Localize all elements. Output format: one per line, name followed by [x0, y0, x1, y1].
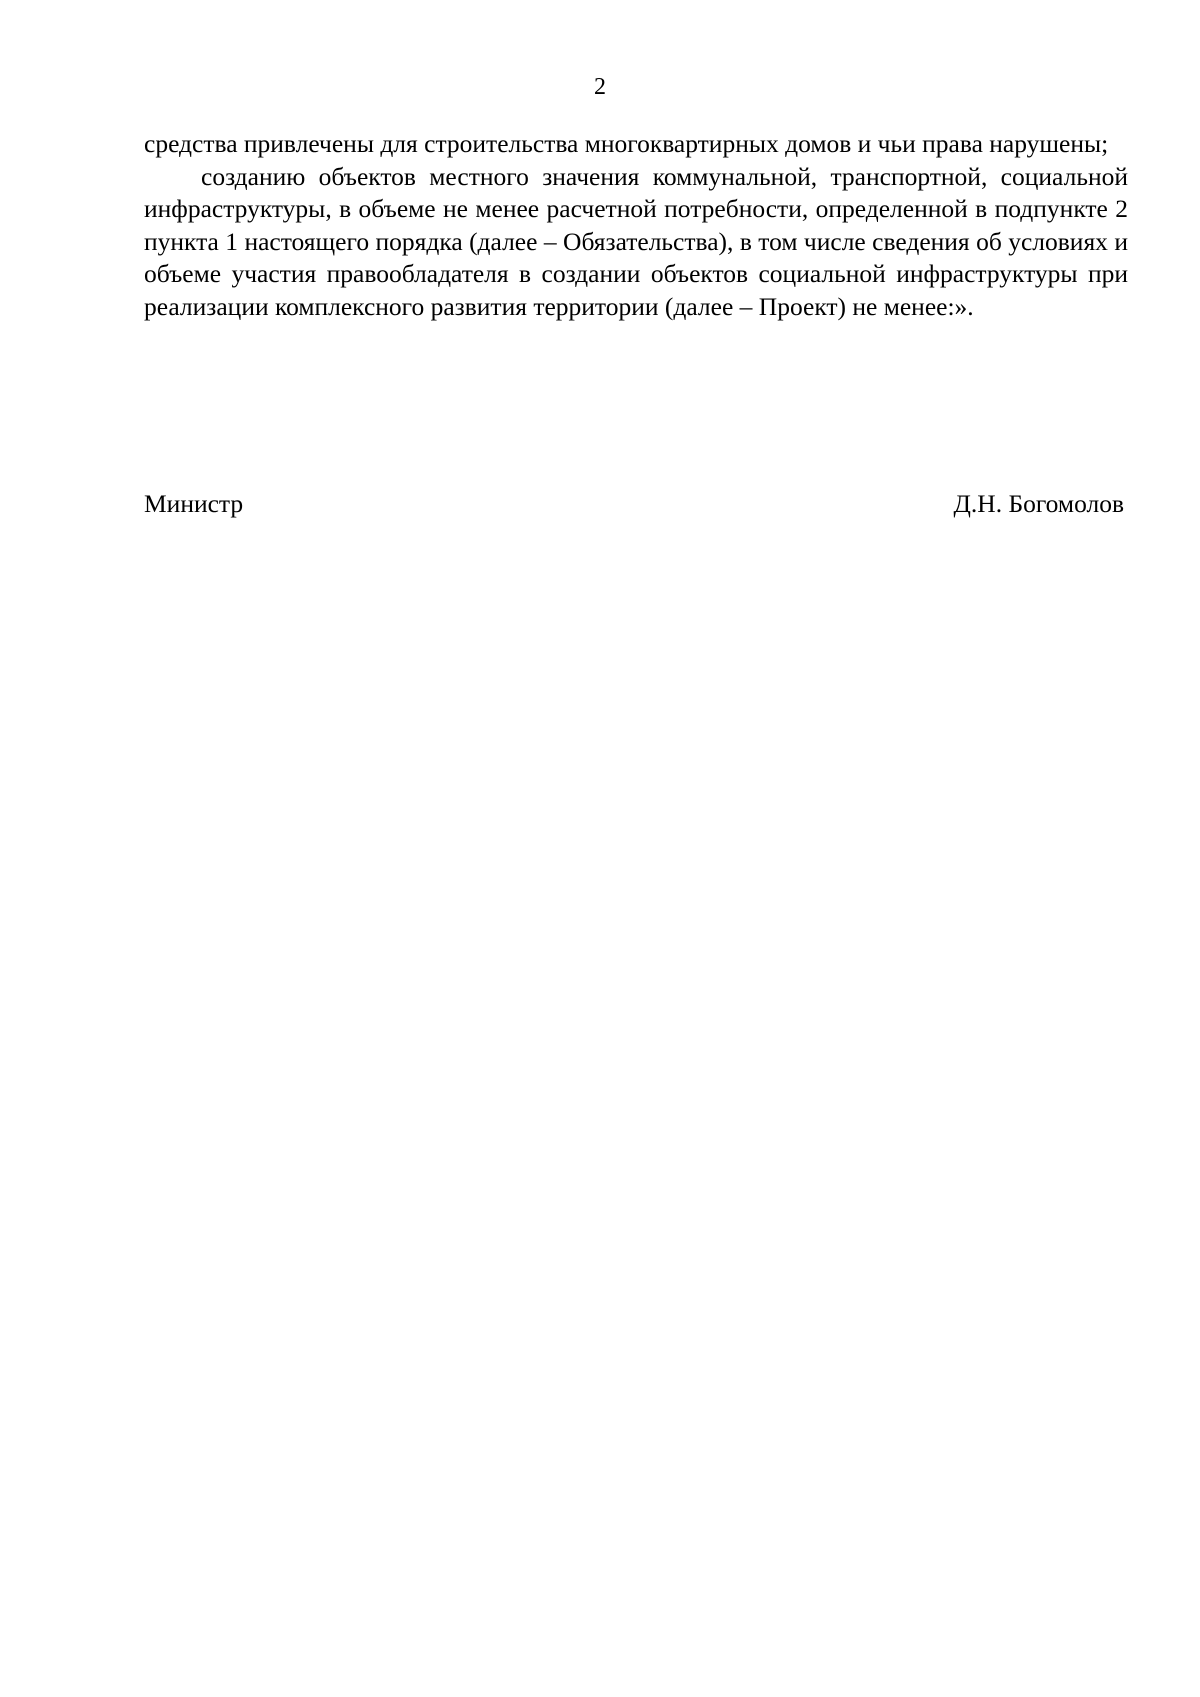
paragraph-continuation: средства привлечены для строительства многоквартирных домов и чьи права нарушены; [144, 129, 1109, 158]
document-body [144, 128, 1128, 323]
paragraph-infrastructure: созданию объектов местного значения коммунальной, транспортной, социальной инфраструктуры, в объеме не менее расчетной потребности, определенной в подпункте 2 пункта 1 настоящего порядка (далее – Обязательства), в том числе сведения об условиях и объеме участия правообладателя в создании объектов социальной инфраструктуры при реализации комплексного развития территории (далее – Проект) не менее:». [144, 161, 1128, 321]
page-number: 2 [594, 74, 606, 100]
signatory-title: Министр [144, 489, 244, 518]
signatory-name: Д.Н. Богомолов [953, 489, 1124, 518]
